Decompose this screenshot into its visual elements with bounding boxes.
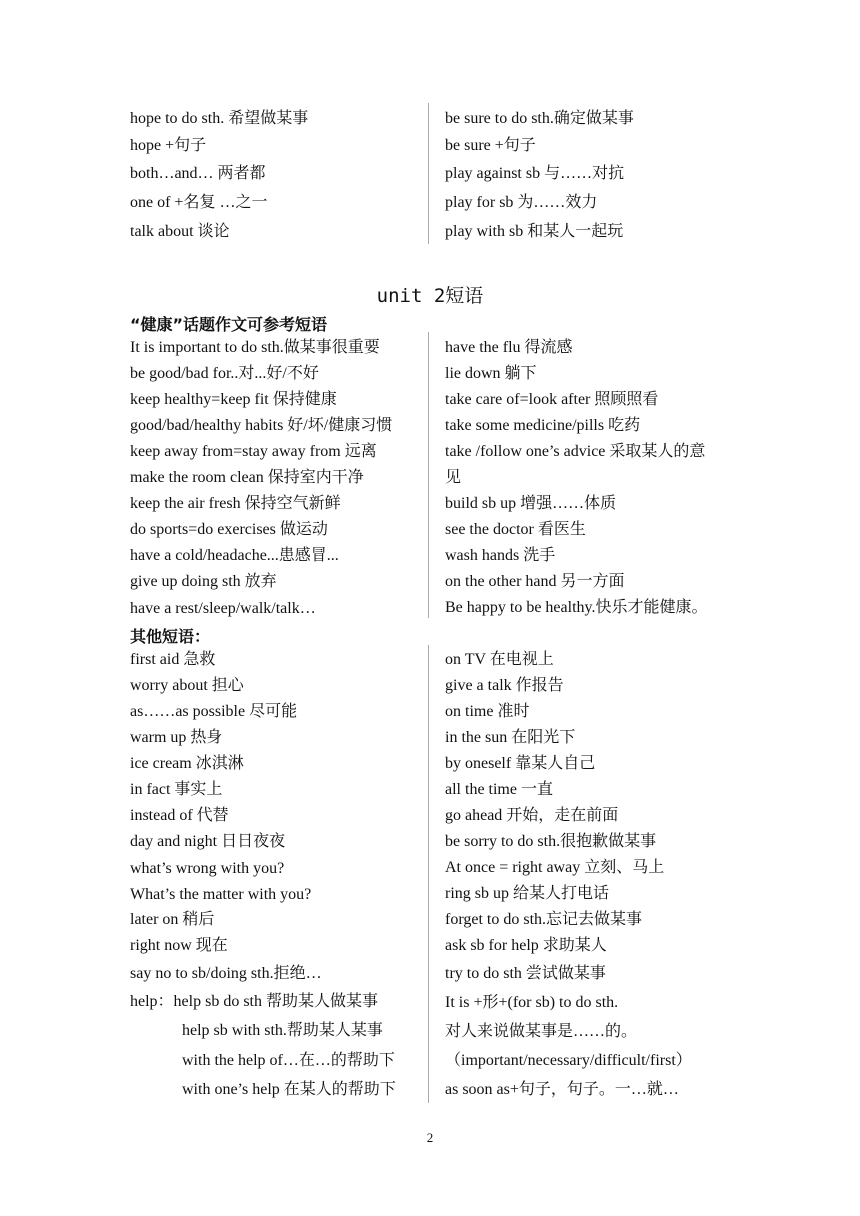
phrase-left: later on 稍后 <box>130 911 215 928</box>
phrase-left: What’s the matter with you? <box>130 886 312 903</box>
phrase-left: in fact 事实上 <box>130 781 223 798</box>
phrase-right: be sorry to do sth.很抱歉做某事 <box>445 833 657 850</box>
phrase-right: go ahead 开始，走在前面 <box>445 807 619 824</box>
phrase-left: right now 现在 <box>130 937 228 954</box>
phrase-right: in the sun 在阳光下 <box>445 729 576 746</box>
phrase-left: talk about 谈论 <box>130 223 230 240</box>
phrase-right: all the time 一直 <box>445 781 553 798</box>
phrase-left: one of +名复 …之一 <box>130 194 268 211</box>
phrase-left: day and night 日日夜夜 <box>130 833 286 850</box>
phrase-left: keep healthy=keep fit 保持健康 <box>130 391 337 408</box>
phrase-right: take some medicine/pills 吃药 <box>445 417 641 434</box>
phrase-left: as……as possible 尽可能 <box>130 703 298 720</box>
health-heading: “健康”话题作文可参考短语 <box>130 315 328 334</box>
phrase-left: have a cold/headache...患感冒... <box>130 547 339 564</box>
phrase-right: take /follow one’s advice 采取某人的意 <box>445 443 706 460</box>
page-number: 2 <box>426 1130 434 1145</box>
phrase-left: hope to do sth. 希望做某事 <box>130 110 309 127</box>
phrase-left: give up doing sth 放弃 <box>130 573 277 590</box>
phrase-right: have the flu 得流感 <box>445 339 573 356</box>
phrase-right: take care of=look after 照顾照看 <box>445 391 659 408</box>
phrase-right: It is +形+(for sb) to do sth. <box>445 994 619 1011</box>
phrase-right: play against sb 与……对抗 <box>445 165 625 182</box>
phrase-right: build sb up 增强……体质 <box>445 495 617 512</box>
phrase-left: keep away from=stay away from 远离 <box>130 443 377 460</box>
phrase-left: ice cream 冰淇淋 <box>130 755 244 772</box>
column-divider <box>428 645 429 1103</box>
phrase-left: have a rest/sleep/walk/talk… <box>130 600 316 617</box>
phrase-left: instead of 代替 <box>130 807 229 824</box>
phrase-right: on time 准时 <box>445 703 530 720</box>
phrase-left: both…and… 两者都 <box>130 165 266 182</box>
phrase-right: by oneself 靠某人自己 <box>445 755 596 772</box>
phrase-left: It is important to do sth.做某事很重要 <box>130 339 380 356</box>
phrase-left: hope +句子 <box>130 137 207 154</box>
other-heading: 其他短语： <box>130 627 211 646</box>
phrase-right: At once = right away 立刻、马上 <box>445 859 665 876</box>
phrase-left: keep the air fresh 保持空气新鲜 <box>130 495 341 512</box>
unit-title: unit 2短语 <box>376 285 484 307</box>
column-divider <box>428 332 429 618</box>
phrase-right: wash hands 洗手 <box>445 547 556 564</box>
phrase-right: see the doctor 看医生 <box>445 521 586 538</box>
phrase-left: warm up 热身 <box>130 729 223 746</box>
phrase-left: be good/bad for..对...好/不好 <box>130 365 319 382</box>
phrase-right: 对人来说做某事是……的。 <box>445 1023 638 1040</box>
phrase-right: try to do sth 尝试做某事 <box>445 965 606 982</box>
phrase-right: on TV 在电视上 <box>445 651 554 668</box>
phrase-left: make the room clean 保持室内干净 <box>130 469 364 486</box>
phrase-right: give a talk 作报告 <box>445 677 564 694</box>
phrase-right: be sure +句子 <box>445 137 536 154</box>
phrase-right: ring sb up 给某人打电话 <box>445 885 610 902</box>
phrase-right: lie down 躺下 <box>445 365 537 382</box>
column-divider <box>428 103 429 244</box>
phrase-left: say no to sb/doing sth.拒绝… <box>130 965 322 982</box>
phrase-left: help sb with sth.帮助某人某事 <box>182 1022 383 1039</box>
phrase-left: first aid 急救 <box>130 651 216 668</box>
phrase-right: forget to do sth.忘记去做某事 <box>445 911 643 928</box>
phrase-right: as soon as+句子，句子。一…就… <box>445 1081 679 1098</box>
phrase-right: 见 <box>445 469 462 486</box>
phrase-left: what’s wrong with you? <box>130 860 285 877</box>
phrase-left: good/bad/healthy habits 好/坏/健康习惯 <box>130 417 393 434</box>
phrase-left: worry about 担心 <box>130 677 244 694</box>
phrase-right: play for sb 为……效力 <box>445 194 598 211</box>
phrase-right: Be happy to be healthy.快乐才能健康。 <box>445 599 708 616</box>
phrase-right: ask sb for help 求助某人 <box>445 937 607 954</box>
phrase-right: play with sb 和某人一起玩 <box>445 223 624 240</box>
phrase-left: with one’s help 在某人的帮助下 <box>182 1081 396 1098</box>
phrase-left: with the help of…在…的帮助下 <box>182 1052 395 1069</box>
phrase-right: on the other hand 另一方面 <box>445 573 625 590</box>
phrase-right: （important/necessary/difficult/first） <box>445 1052 692 1069</box>
phrase-right: be sure to do sth.确定做某事 <box>445 110 634 127</box>
phrase-left: help：help sb do sth 帮助某人做某事 <box>130 993 378 1010</box>
phrase-left: do sports=do exercises 做运动 <box>130 521 328 538</box>
